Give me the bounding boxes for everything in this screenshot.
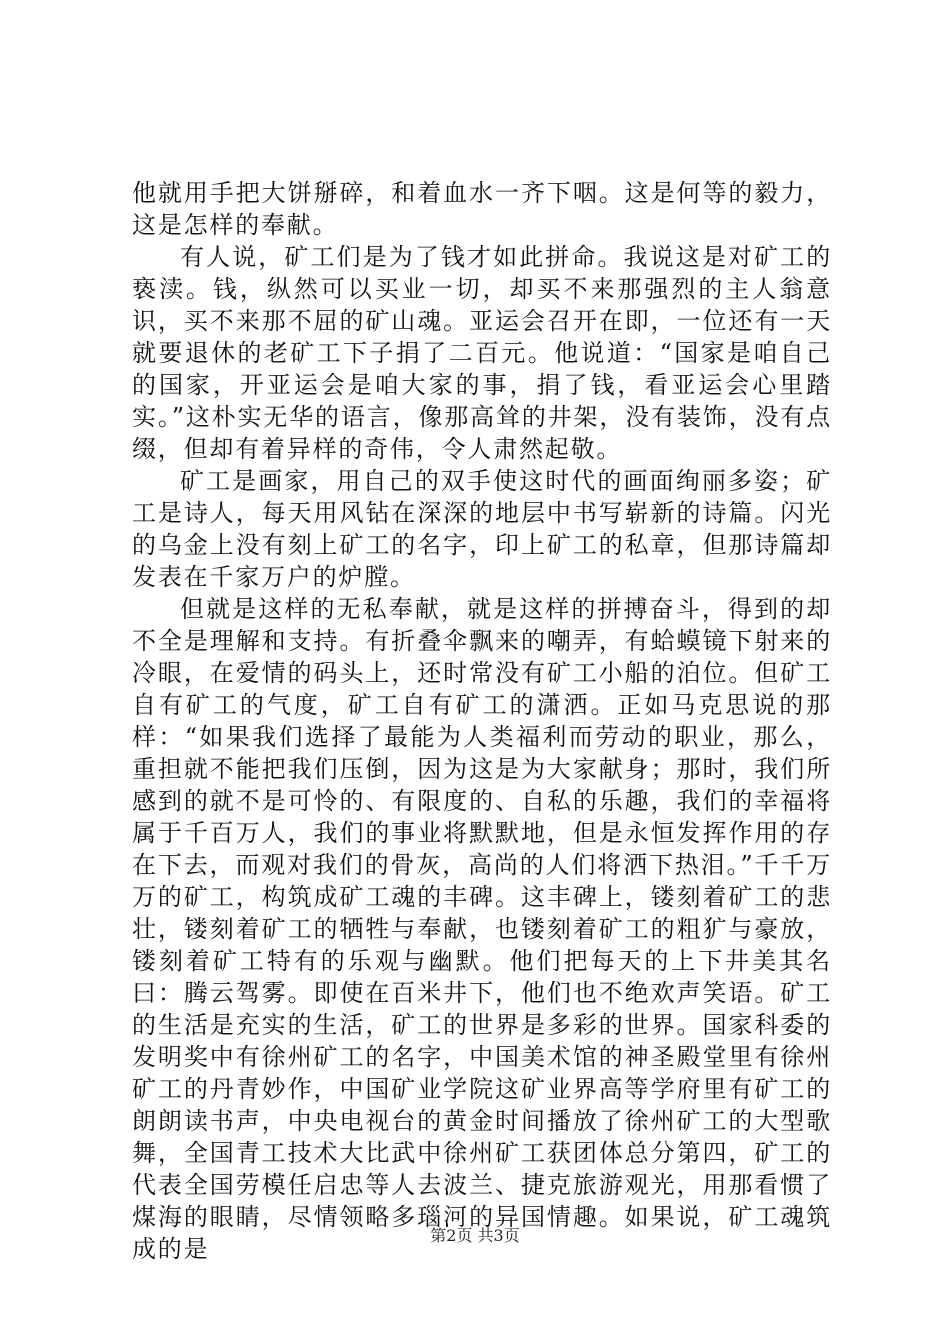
document-body <box>132 177 832 1265</box>
paragraph-1: 他就用手把大饼掰碎，和着血水一齐下咽。这是何等的毅力，这是怎样的奉献。 <box>132 179 832 239</box>
page-number-footer: 第2页 共3页 <box>430 1226 520 1245</box>
paragraph-2: 有人说，矿工们是为了钱才如此拼命。我说这是对矿工的亵渎。钱，纵然可以买业一切，却买不来那强烈的主人翁意识，买不来那不屈的矿山魂。亚运会召开在即，一位还有一天就要退休的老矿工下子捐了二百元。他说道：“国家是咱自己的国家，开亚运会是咱大家的事，捐了钱，看亚运会心里踏实。”这朴实无华的语言，像那高耸的井架，没有装饰，没有点缀，但却有着异样的奇伟，令人肃然起敬。 <box>132 243 832 463</box>
paragraph-3: 矿工是画家，用自己的双手使这时代的画面绚丽多姿；矿工是诗人，每天用风钻在深深的地层中书写崭新的诗篇。闪光的乌金上没有刻上矿工的名字，印上矿工的私章，但那诗篇却发表在千家万户的炉膛。 <box>132 467 832 591</box>
paragraph-4: 但就是这样的无私奉献，就是这样的拼搏奋斗，得到的却不全是理解和支持。有折叠伞飘来的嘲弄，有蛤蟆镜下射来的冷眼，在爱情的码头上，还时常没有矿工小船的泊位。但矿工自有矿工的气度，矿工自有矿工的潇洒。正如马克思说的那样：“如果我们选择了最能为人类福利而劳动的职业，那么，重担就不能把我们压倒，因为这是为大家献身；那时，我们所感到的就不是可怜的、有限度的、自私的乐趣，我们的幸福将属于千百万人，我们的事业将默默地，但是永恒发挥作用的存在下去，而观对我们的骨灰，高尚的人们将洒下热泪。”千千万万的矿工，构筑成矿工魂的丰碑。这丰碑上，镂刻着矿工的悲壮，镂刻着矿工的牺牲与奉献，也镂刻着矿工的粗犷与豪放，镂刻着矿工特有的乐观与幽默。他们把每天的上下井美其名曰：腾云驾雾。即使在百米井下，他们也不绝欢声笑语。矿工的生活是充实的生活，矿工的世界是多彩的世界。国家科委的发明奖中有徐州矿工的名字，中国美术馆的神圣殿堂里有徐州矿工的丹青妙作，中国矿业学院这矿业界高等学府里有矿工的朗朗读书声，中央电视台的黄金时间播放了徐州矿工的大型歌舞，全国青工技术大比武中徐州矿工获团体总分第四，矿工的代表全国劳模任启忠等人去波兰、捷克旅游观光，用那看惯了煤海的眼睛，尽情领略多瑙河的异国情趣。如果说，矿工魂筑成的是 <box>132 595 832 1263</box>
